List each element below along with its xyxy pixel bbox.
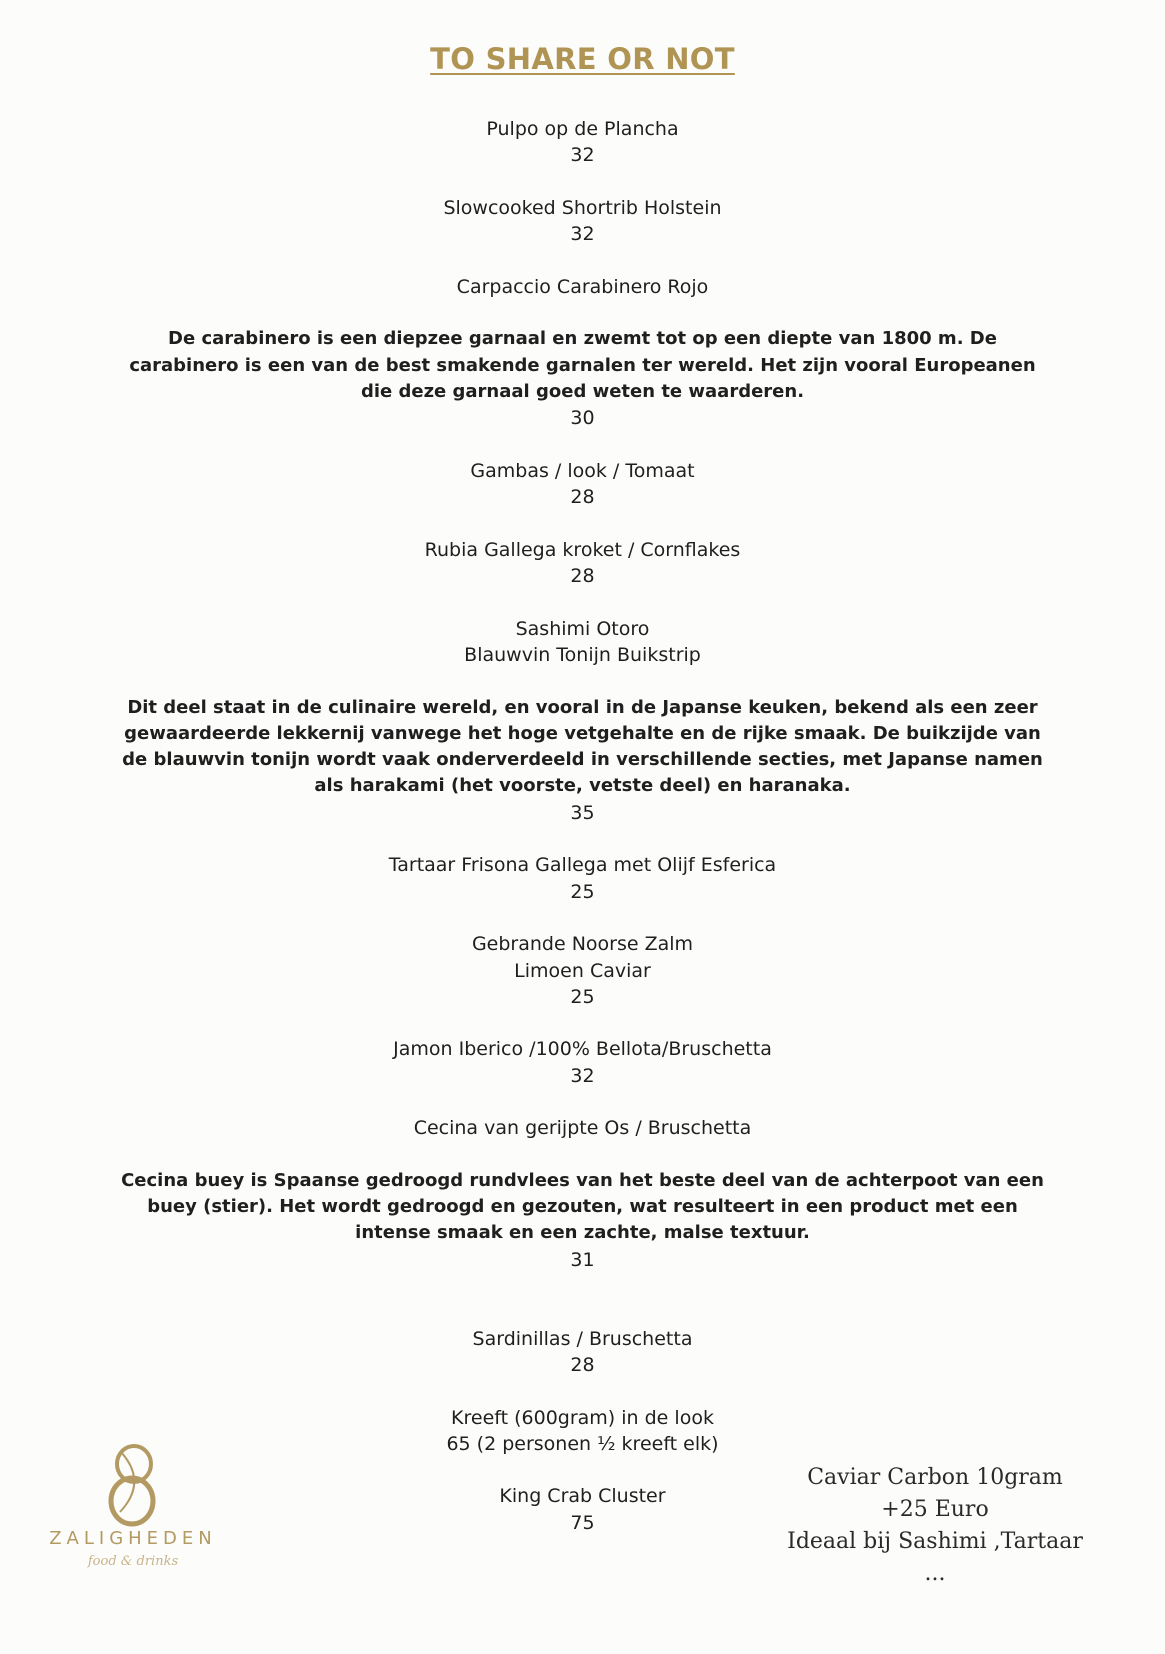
item-price: 32 [570, 144, 595, 167]
item-price: 35 [570, 801, 595, 824]
menu-item-sardinillas [0, 1326, 1165, 1379]
item-price: 28 [570, 486, 595, 509]
item-description: Dit deel staat in de culinaire wereld, en vooral in de Japanse keuken, bekend als een zeer gewaardeerde lekkernij vanwege het hoge vetgehalte en de rijke smaak. De buikzijde van de blauwvin tonijn wordt vaak onderverdeeld in verschillende secties, met Japanse namen als harakami (het voorste, vetste deel) en haranaka. [122, 696, 1043, 797]
item-name: Kreeft (600gram) in de look [451, 1406, 714, 1429]
menu-item-shortrib [0, 195, 1165, 248]
menu-list [0, 116, 1165, 1536]
item-price: 31 [570, 1248, 595, 1271]
item-name: Rubia Gallega kroket / Cornflakes [424, 538, 741, 561]
item-name: Gebrande Noorse Zalm [471, 933, 694, 956]
logo-eight-mark-icon [48, 1442, 218, 1528]
item-price: 25 [570, 985, 595, 1008]
caviar-note [780, 1462, 1090, 1590]
item-name: Sardinillas / Bruschetta [472, 1327, 693, 1350]
caviar-line-1: Caviar Carbon 10gram [807, 1465, 1063, 1490]
item-price: 75 [570, 1511, 595, 1534]
menu-item-rubia [0, 537, 1165, 590]
item-name: Gambas / look / Tomaat [470, 459, 695, 482]
caviar-line-2: +25 Euro [881, 1497, 989, 1522]
item-name: Jamon Iberico /100% Bellota/Bruschetta [393, 1038, 772, 1061]
item-price: 25 [570, 880, 595, 903]
menu-item-gambas [0, 458, 1165, 511]
item-price: 65 (2 personen ½ kreeft elk) [446, 1432, 719, 1455]
item-name: Slowcooked Shortrib Holstein [443, 196, 722, 219]
menu-item-zalm [0, 931, 1165, 1010]
menu-item-tartaar [0, 852, 1165, 905]
item-name: Sashimi Otoro [515, 617, 650, 640]
page-title: TO SHARE OR NOT [430, 42, 735, 76]
logo-tagline: food & drinks [87, 1554, 179, 1569]
caviar-line-3: Ideaal bij Sashimi ,Tartaar [787, 1529, 1083, 1554]
logo-wordmark: ZALIGHEDEN [49, 1528, 217, 1549]
item-name: Pulpo op de Plancha [486, 118, 679, 140]
caviar-line-4: ... [924, 1561, 946, 1586]
item-name: Carpaccio Carabinero Rojo [456, 275, 709, 298]
item-price: 28 [570, 565, 595, 588]
item-name: Tartaar Frisona Gallega met Olijf Esferica [388, 854, 777, 877]
logo [48, 1442, 218, 1578]
item-description: De carabinero is een diepzee garnaal en zwemt tot op een diepte van 1800 m. De carabinero is een van de best smakende garnalen ter wereld. Het zijn vooral Europeanen die deze garnaal goed weten te waarderen. [129, 328, 1036, 402]
item-price: 32 [570, 1064, 595, 1087]
menu-item-jamon [0, 1036, 1165, 1089]
item-subtitle: Blauwvin Tonijn Buikstrip [464, 643, 701, 666]
item-subtitle: Limoen Caviar [514, 959, 651, 982]
menu-item-sashimi [0, 616, 1165, 826]
item-description: Cecina buey is Spaanse gedroogd rundvlees van het beste deel van de achterpoot van een buey (stier). Het wordt gedroogd en gezouten, wat resulteert in een product met een intense smaak en een zachte, malse textuur. [121, 1169, 1044, 1244]
item-name: King Crab Cluster [499, 1485, 666, 1508]
item-name: Cecina van gerijpte Os / Bruschetta [413, 1117, 752, 1140]
menu-item-carpaccio [0, 274, 1165, 432]
item-price: 32 [570, 223, 595, 246]
item-price: 28 [570, 1353, 595, 1376]
menu-item-cecina [0, 1115, 1165, 1273]
menu-item-pulpo [0, 116, 1165, 169]
item-price: 30 [570, 407, 595, 430]
